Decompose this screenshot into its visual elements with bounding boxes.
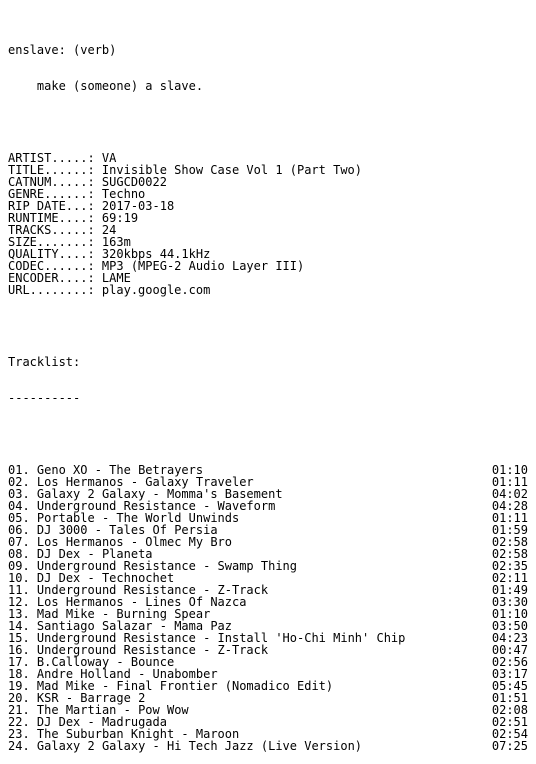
info-field-value: 24 [101, 223, 117, 237]
info-field-label: TRACKS.....: [8, 223, 102, 237]
track-number: 01. [8, 463, 30, 477]
spacer [8, 116, 528, 128]
tracklist [8, 464, 528, 752]
track-title: Galaxy 2 Galaxy - Momma's Basement [36, 487, 283, 501]
info-field-label: CODEC......: [8, 259, 102, 273]
track-number: 06. [8, 523, 30, 537]
track-duration: 01:10 [491, 607, 528, 621]
info-field-value: SUGCD0022 [101, 175, 167, 189]
track-duration: 01:49 [491, 583, 528, 597]
track-title: Underground Resistance - Z-Track [36, 643, 269, 657]
spacer [8, 320, 528, 332]
definition-term: enslave: (verb) [8, 43, 117, 57]
track-duration: 01:11 [491, 511, 528, 525]
info-field-value: Techno [101, 187, 146, 201]
track-number: 12. [8, 595, 30, 609]
track-duration: 02:35 [491, 559, 528, 573]
definition-meaning: make (someone) a slave. [8, 79, 204, 93]
track-number: 14. [8, 619, 30, 633]
track-number: 10. [8, 571, 30, 585]
info-field-value: VA [101, 151, 117, 165]
info-field-value: 69:19 [101, 211, 139, 225]
track-duration: 03:17 [491, 667, 528, 681]
track-duration: 05:45 [491, 679, 528, 693]
info-field-label: URL........: [8, 283, 102, 297]
track-duration: 02:56 [491, 655, 528, 669]
track-number: 21. [8, 703, 30, 717]
track-duration: 03:30 [491, 595, 528, 609]
info-field-value: 163m [101, 235, 131, 249]
track-number: 20. [8, 691, 30, 705]
track-number: 24. [8, 739, 30, 753]
track-row [8, 740, 528, 752]
track-title: The Martian - Pow Wow [36, 703, 189, 717]
track-title: KSR - Barrage 2 [36, 691, 146, 705]
info-field-value: LAME [101, 271, 131, 285]
track-title: Geno XO - The Betrayers [36, 463, 204, 477]
track-number: 22. [8, 715, 30, 729]
track-title: Underground Resistance - Z-Track [36, 583, 269, 597]
track-number: 09. [8, 559, 30, 573]
track-title: Los Hermanos - Lines Of Nazca [36, 595, 247, 609]
track-duration: 02:08 [491, 703, 528, 717]
track-duration: 02:11 [491, 571, 528, 585]
track-title: Andre Holland - Unabomber [36, 667, 218, 681]
info-field-label: ARTIST.....: [8, 151, 102, 165]
info-field-value: play.google.com [101, 283, 211, 297]
info-field-label: CATNUM.....: [8, 175, 102, 189]
track-duration: 04:28 [491, 499, 528, 513]
info-field-value: 320kbps 44.1kHz [101, 247, 211, 261]
track-duration: 07:25 [491, 739, 528, 753]
track-number: 04. [8, 499, 30, 513]
track-duration: 02:54 [491, 727, 528, 741]
track-number: 03. [8, 487, 30, 501]
nfo-text-block [8, 20, 528, 764]
track-number: 19. [8, 679, 30, 693]
tracklist-underline: ---------- [8, 391, 81, 405]
spacer [8, 428, 528, 440]
info-field-label: RUNTIME....: [8, 211, 102, 225]
info-field-label: QUALITY....: [8, 247, 102, 261]
track-title: B.Calloway - Bounce [36, 655, 175, 669]
track-duration: 04:23 [491, 631, 528, 645]
track-title: DJ Dex - Technochet [36, 571, 175, 585]
track-title: DJ Dex - Madrugada [36, 715, 167, 729]
track-duration: 01:11 [491, 475, 528, 489]
track-number: 15. [8, 631, 30, 645]
info-field-label: ENCODER....: [8, 271, 102, 285]
track-number: 02. [8, 475, 30, 489]
info-field-value: Invisible Show Case Vol 1 (Part Two) [101, 163, 363, 177]
track-title: Los Hermanos - Olmec My Bro [36, 535, 232, 549]
track-title: Portable - The World Unwinds [36, 511, 240, 525]
release-info [8, 152, 528, 296]
track-duration: 02:58 [491, 547, 528, 561]
track-duration: 03:50 [491, 619, 528, 633]
info-field-label: TITLE......: [8, 163, 102, 177]
track-title: DJ 3000 - Tales Of Persia [36, 523, 218, 537]
track-title: The Suburban Knight - Maroon [36, 727, 240, 741]
track-title: Underground Resistance - Swamp Thing [36, 559, 298, 573]
track-title: Mad Mike - Burning Spear [36, 607, 211, 621]
track-duration: 01:51 [491, 691, 528, 705]
track-number: 18. [8, 667, 30, 681]
track-title: Los Hermanos - Galaxy Traveler [36, 475, 254, 489]
track-number: 11. [8, 583, 30, 597]
track-number: 23. [8, 727, 30, 741]
track-title: Underground Resistance - Waveform [36, 499, 276, 513]
info-field-label: SIZE.......: [8, 235, 102, 249]
track-duration: 01:59 [491, 523, 528, 537]
track-title: Underground Resistance - Install 'Ho-Chi Minh' Chip [36, 631, 406, 645]
info-field-value: 2017-03-18 [101, 199, 175, 213]
track-title: Mad Mike - Final Frontier (Nomadico Edit) [36, 679, 334, 693]
track-duration: 04:02 [491, 487, 528, 501]
track-duration: 02:51 [491, 715, 528, 729]
tracklist-heading: Tracklist: [8, 355, 81, 369]
track-title: Santiago Salazar - Mama Paz [36, 619, 232, 633]
info-field-label: GENRE......: [8, 187, 102, 201]
info-field-value: MP3 (MPEG-2 Audio Layer III) [101, 259, 305, 273]
track-duration: 00:47 [491, 643, 528, 657]
track-number: 07. [8, 535, 30, 549]
track-title: Galaxy 2 Galaxy - Hi Tech Jazz (Live Version) [36, 739, 363, 753]
info-field [8, 284, 528, 296]
track-number: 08. [8, 547, 30, 561]
track-duration: 01:10 [491, 463, 528, 477]
track-number: 05. [8, 511, 30, 525]
track-duration: 02:58 [491, 535, 528, 549]
info-field-label: RIP DATE...: [8, 199, 102, 213]
track-title: DJ Dex - Planeta [36, 547, 153, 561]
track-number: 13. [8, 607, 30, 621]
track-number: 17. [8, 655, 30, 669]
track-number: 16. [8, 643, 30, 657]
track-main [8, 740, 362, 752]
